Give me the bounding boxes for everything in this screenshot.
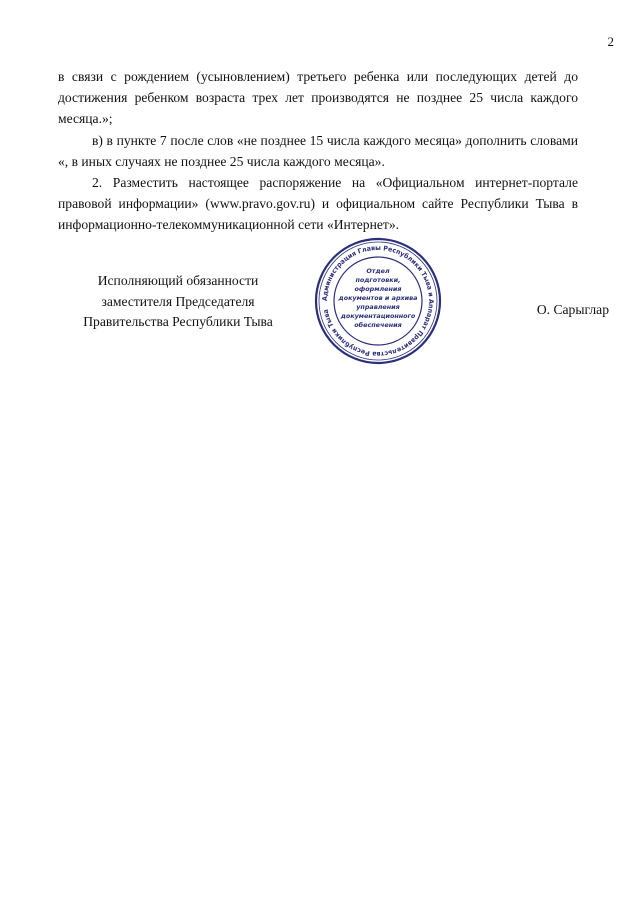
- page-number: 2: [607, 34, 614, 49]
- paragraph-continuation: в связи с рождением (усыновлением) третьего ребенка или последующих детей до достижения ребенком возраста трех лет производятся не позднее 25 числа каждого месяца.»;: [58, 69, 578, 127]
- seal-center-line: документационного: [340, 312, 416, 320]
- seal-ring-text: Администрация Главы Республики Тыва и Аппарат Правительства Республики Тыва: [320, 243, 436, 359]
- seal-center-line: подготовки,: [355, 276, 401, 284]
- paragraph-item-v: в) в пункте 7 после слов «не позднее 15 числа каждого месяца» дополнить словами «, в иных случаях не позднее 25 числа каждого месяца».: [58, 132, 578, 169]
- official-seal-stamp: [313, 236, 443, 366]
- seal-center-line: управления: [356, 303, 400, 311]
- signatory-position-line: заместителя Председателя: [101, 293, 255, 309]
- signatory-name: О. Сарыглар: [536, 302, 609, 317]
- seal-center-line: оформления: [354, 285, 402, 293]
- seal-graphic: [313, 236, 443, 366]
- document-body: [58, 66, 578, 236]
- paragraph-item-2: 2. Разместить настоящее распоряжение на «Официальном интернет-портале правовой информации» (www.pravo.gov.ru) и официальном сайте Республики Тыва в информационно-телекоммуникационной сети «Интернет».: [58, 175, 578, 233]
- signatory-position: [58, 271, 298, 333]
- seal-center-line: Отдел: [366, 267, 390, 275]
- signatory-position-line: Правительства Республики Тыва: [83, 314, 273, 329]
- signatory-position-line: Исполняющий обязанности: [97, 273, 259, 288]
- seal-center-line: обеспечения: [354, 321, 402, 329]
- seal-center-line: документов и архива: [338, 294, 418, 302]
